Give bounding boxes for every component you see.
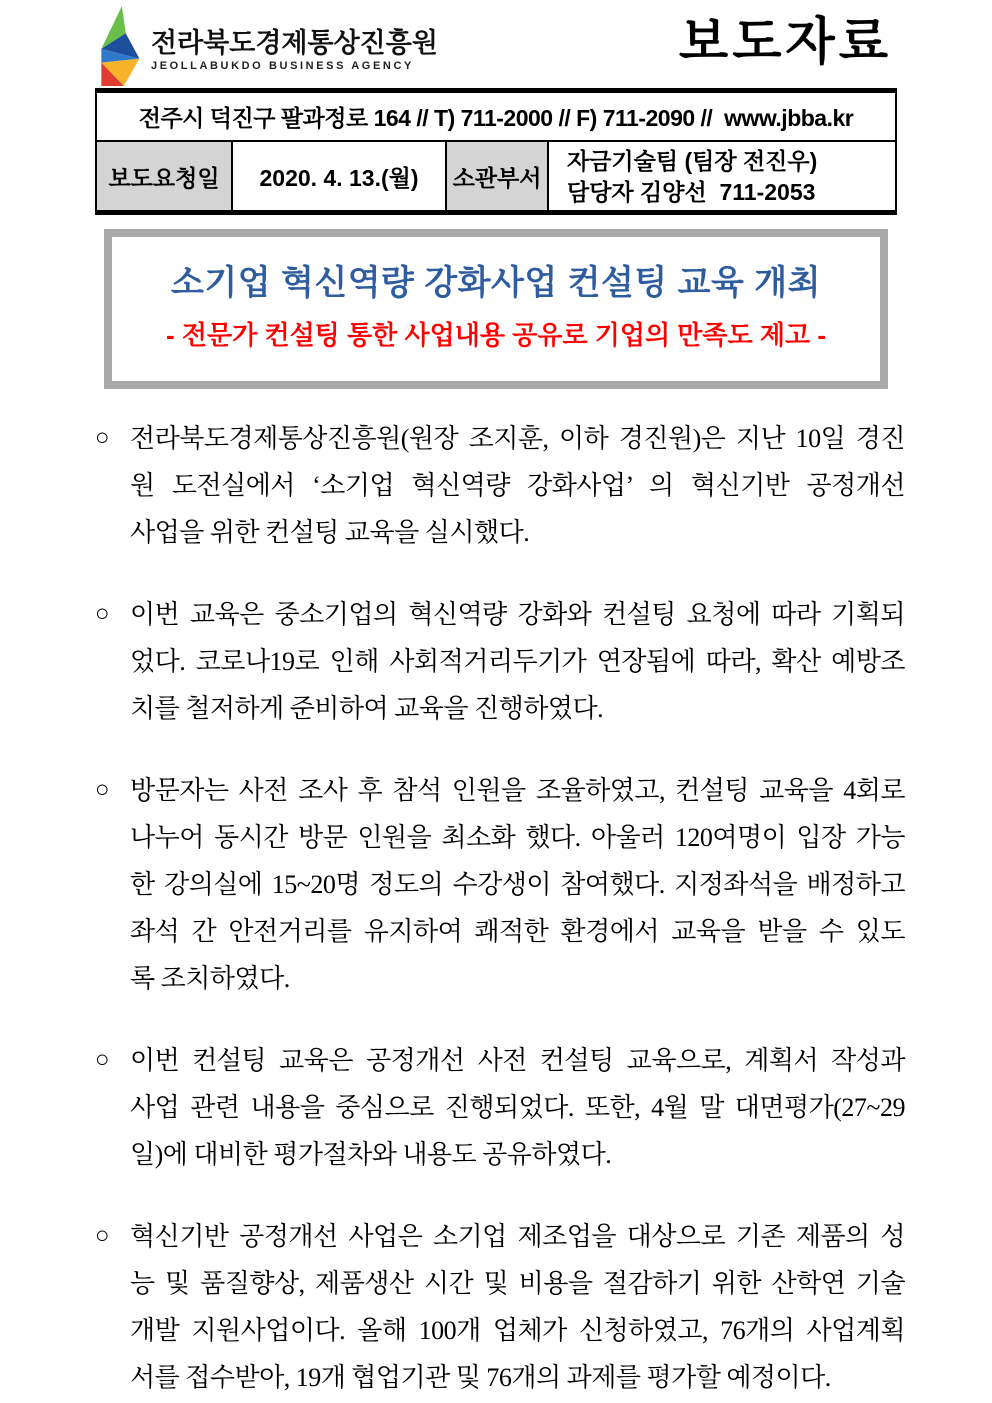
paragraph-lines [130,767,905,1002]
paragraph-line: 서를 접수받아, 19개 협업기관 및 76개의 과제를 평가할 예정이다. [130,1363,831,1392]
press-paragraph [95,767,905,1002]
paragraph-line: 일)에 대비한 평가절차와 내용도 공유하였다. [130,1140,612,1169]
press-paragraph [95,415,905,556]
paragraph-line: 록 조치하였다. [130,964,290,993]
paragraph-line: 었다. 코로나19로 인해 사회적거리두기가 연장됨에 따라, 확산 예방조 [130,647,905,676]
department-team: 자금기술팀 (팀장 전진우) [567,147,818,174]
paragraph-bullet: ○ [95,1223,110,1249]
paragraph-lines [130,1213,905,1401]
paragraph-line: 방문자는 사전 조사 후 참석 인원을 조율하였고, 컨설팅 교육을 4회로 [130,776,905,805]
agency-logo [88,4,438,87]
press-body [95,415,905,1401]
agency-logo-text [151,28,438,72]
paragraph-line: 능 및 품질향상, 제품생산 시간 및 비용을 절감하기 위한 산학연 기술 [130,1269,905,1298]
paragraph-line: 이번 교육은 중소기업의 혁신역량 강화와 컨설팅 요청에 따라 기획되 [130,600,905,629]
agency-logo-icon [88,4,143,87]
paragraph-bullet: ○ [95,777,110,803]
header [0,2,992,88]
paragraph-bullet: ○ [95,1047,110,1073]
paragraph-line: 좌석 간 안전거리를 유지하여 쾌적한 환경에서 교육을 받을 수 있도 [130,917,905,946]
paragraph-line: 한 강의실에 15~20명 정도의 수강생이 참여했다. 지정좌석을 배정하고 [130,870,905,899]
paragraph-lines [130,1037,905,1178]
press-paragraph [95,591,905,732]
address-row: 전주시 덕진구 팔과정로 164 // T) 711-2000 // F) 711-2090 // www.jbba.kr [97,93,895,142]
press-paragraph [95,1213,905,1401]
document-type-title: 보도자료 [678,13,892,70]
paragraph-line: 나누어 동시간 방문 인원을 최소화 했다. 아울러 120여명이 입장 가능 [130,823,905,852]
paragraph-line: 이번 컨설팅 교육은 공정개선 사전 컨설팅 교육으로, 계획서 작성과 [130,1046,905,1075]
headline-box [104,229,888,389]
org-name-english: JEOLLABUKDO BUSINESS AGENCY [151,60,414,72]
department-contact: 담당자 김양선 711-2053 [567,178,816,205]
request-date-value: 2020. 4. 13.(월) [233,142,447,210]
press-paragraph [95,1037,905,1178]
department-info [549,142,895,210]
press-subheadline: - 전문가 컨설팅 통한 사업내용 공유로 기업의 만족도 제고 - [166,320,826,350]
paragraph-lines [130,415,905,556]
paragraph-line: 개발 지원사업이다. 올해 100개 업체가 신청하였고, 76개의 사업계획 [130,1316,905,1345]
paragraph-line: 사업을 위한 컨설팅 교육을 실시했다. [130,518,530,547]
press-headline: 소기업 혁신역량 강화사업 컨설팅 교육 개최 [171,264,821,302]
paragraph-line: 전라북도경제통상진흥원(원장 조지훈, 이하 경진원)은 지난 10일 경진 [130,424,905,453]
org-name-korean: 전라북도경제통상진흥원 [151,28,438,58]
request-date-label: 보도요청일 [97,142,233,210]
paragraph-line: 사업 관련 내용을 중심으로 진행되었다. 또한, 4월 말 대면평가(27~29 [130,1093,905,1122]
contact-info-table [95,88,897,215]
paragraph-bullet: ○ [95,601,110,627]
paragraph-line: 원 도전실에서 ‘소기업 혁신역량 강화사업’ 의 혁신기반 공정개선 [130,471,905,500]
paragraph-line: 혁신기반 공정개선 사업은 소기업 제조업을 대상으로 기존 제품의 성 [130,1222,905,1251]
department-label: 소관부서 [447,142,549,210]
detail-row [97,142,895,210]
paragraph-lines [130,591,905,732]
paragraph-bullet: ○ [95,425,110,451]
paragraph-line: 치를 철저하게 준비하여 교육을 진행하였다. [130,694,604,723]
